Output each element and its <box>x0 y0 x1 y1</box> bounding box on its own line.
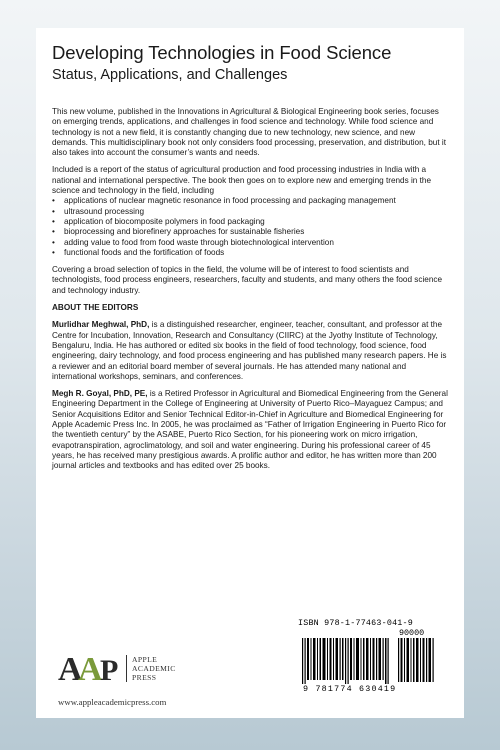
barcode-digits: 9 781774 630419 <box>303 684 397 694</box>
book-title: Developing Technologies in Food Science <box>52 42 392 63</box>
topic-item: • applications of nuclear magnetic resonance in food processing and packaging management <box>52 196 450 206</box>
topic-item: • adding value to food from food waste through biotechnological intervention <box>52 238 450 248</box>
topic-item: • ultrasound processing <box>52 207 450 217</box>
barcode-icon <box>298 638 440 686</box>
publisher-url[interactable]: www.appleacademicpress.com <box>58 697 167 707</box>
publisher-name-line: APPLE <box>132 655 158 664</box>
back-cover-panel <box>36 28 464 718</box>
description <box>52 107 450 472</box>
svg-text:P: P <box>100 654 119 684</box>
isbn-number: ISBN 978-1-77463-041-9 <box>298 618 413 628</box>
publisher-name-line: PRESS <box>132 673 157 682</box>
book-subtitle: Status, Applications, and Challenges <box>52 67 288 83</box>
topic-item: • bioprocessing and biorefinery approaches for sustainable fisheries <box>52 227 450 237</box>
publisher-name-line: ACADEMIC <box>132 664 176 673</box>
isbn-barcode <box>295 618 445 698</box>
topics-list <box>52 196 450 258</box>
description-paragraph-2: Included is a report of the status of agricultural production and food processing industries in India with a national and international perspective. The book then goes on to explore new and emerging trends in the science and technology in the field, including <box>52 165 432 196</box>
editor-name-2: Megh R. Goyal, PhD, PE, <box>52 389 148 399</box>
price-addon: 90000 <box>399 628 425 638</box>
description-paragraph-1: This new volume, published in the Innovations in Agricultural & Biological Engineering book series, focuses on emerging trends, applications, and challenges in food science and technology. While food science and technology is not a new field, it is constantly changing due to new technology, new science, and new demands. This multidisciplinary book not only considers food processing, preservation, and distribution, but it also takes into account the consumer’s wants and needs. <box>52 107 446 158</box>
editor-name-1: Murlidhar Meghwal, PhD, <box>52 320 150 330</box>
svg-text:A: A <box>58 651 83 684</box>
editor-bio-1 <box>52 320 450 382</box>
editor-bio-text-2: is a Retired Professor in Agricultural and Biomedical Engineering from the General Engineering Department in the College of Engineering at University of Puerto Rico–Mayaguez Campus; and Senior Acquisitions Editor and Senior Technical Editor-in-Chief in Agriculture and Biomedical Engineering for Apple Academic Press Inc. In 2005, he was proclaimed as “Father of Irrigation Engineering in Puerto Rico for the twentieth century” by the ASABE, Puerto Rico Section, for his pioneering work on micro irrigation, evapotranspiration, agroclimatology, and soil and water engineering. During his professional career of 45 years, he has received many prestigious awards. A prolific author and editor, he has written more than 200 journal articles and textbooks and has edited over 25 books. <box>52 389 448 471</box>
aap-logo-icon <box>58 650 120 684</box>
editor-bio-text-1: is a distinguished researcher, engineer, teacher, consultant, and professor at the Centre for Incubation, Innovation, Research and Consultancy (CIIRC) at the Jyothy Institute of Technology, Bengaluru, India. He has authored or edited six books in the field of food technology, food science, food engineering, dairy technology, and food process engineering and has published many research papers. He is a reviewer and an editorial board member of several journals. He has attended many national and international workshops, seminars, and conferences. <box>52 320 447 381</box>
editor-bio-2 <box>52 389 450 471</box>
publisher-name <box>126 655 176 682</box>
cover-text <box>52 42 450 479</box>
topic-item: • application of biocomposite polymers in food packaging <box>52 217 450 227</box>
description-paragraph-3: Covering a broad selection of topics in the field, the volume will be of interest to food scientists and technologists, food process engineers, researchers, faculty and students, and many others the food science and technology industry. <box>52 265 443 295</box>
topic-item: • functional foods and the fortification of foods <box>52 248 450 258</box>
svg-text:A: A <box>78 651 103 684</box>
editors-heading: ABOUT THE EDITORS <box>52 303 139 313</box>
